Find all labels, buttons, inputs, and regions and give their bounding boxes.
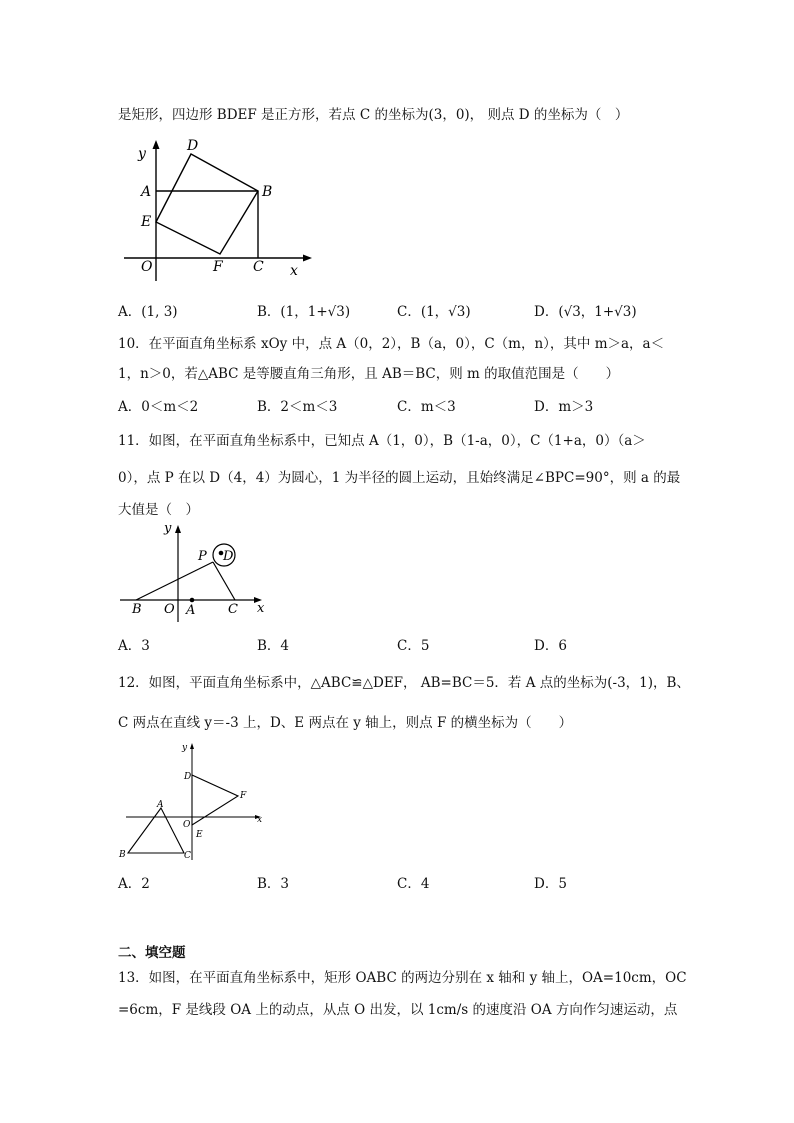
q9-option-b: B．(1，1+√3) [257, 304, 351, 320]
q9-stem: 是矩形，四边形 BDEF 是正方形，若点 C 的坐标为(3，0)， 则点 D 的坐标为（ ） [118, 107, 629, 123]
q9-label-B: B [262, 184, 273, 200]
q12-stem-line2: C 两点在直线 y＝-3 上，D、E 两点在 y 轴上，则点 F 的横坐标为（ ） [118, 715, 573, 731]
q11-label-y: y [164, 521, 172, 536]
q9-label-E: E [141, 214, 152, 230]
q12-label-x: x [257, 815, 263, 825]
q9-option-c: C．(1，√3) [397, 304, 471, 320]
q10-option-c: C．m＜3 [397, 399, 456, 415]
q11-label-D: D [223, 549, 234, 564]
q12-option-a: A．2 [118, 876, 150, 892]
q9-option-d: D．(√3，1+√3) [534, 304, 637, 320]
q10-option-a: A．0＜m＜2 [118, 399, 199, 415]
q11-label-C: C [228, 602, 238, 617]
q12-option-d: D．5 [534, 876, 567, 892]
q13-stem-line2: =6cm，F 是线段 OA 上的动点，从点 O 出发，以 1cm/s 的速度沿 OA 方向作匀速运动，点 [118, 1002, 678, 1018]
q10-option-d: D．m＞3 [534, 399, 594, 415]
q11-label-A: A [186, 603, 196, 618]
q11-label-B: B [132, 602, 142, 617]
q12-label-A: A [157, 800, 164, 810]
q11-stem-line3: 大值是（ ） [118, 502, 199, 518]
q9-label-O: O [141, 259, 153, 275]
q12-stem-line1: 12．如图，平面直角坐标系中，△ABC≌△DEF， AB=BC＝5．若 A 点的坐标为(-3，1)，B、 [118, 675, 690, 691]
q12-triangle-abc [128, 808, 184, 853]
q9-label-x: x [290, 263, 298, 279]
q12-label-C: C [184, 851, 191, 861]
q12-label-B: B [119, 850, 126, 860]
q11-stem-line2: 0），点 P 在以 D（4，4）为圆心，1 为半径的圆上运动，且始终满足∠BPC=90°，则 a 的最 [118, 470, 681, 486]
q11-label-P: P [198, 549, 207, 564]
q12-label-D: D [184, 772, 192, 782]
q13-stem-line1: 13．如图，在平面直角坐标系中，矩形 OABC 的两边分别在 x 轴和 y 轴上，OA=10cm，OC [118, 970, 687, 986]
q11-label-x: x [257, 601, 265, 616]
q9-option-a: A．(1, 3) [118, 304, 178, 320]
q11-option-b: B．4 [257, 638, 290, 654]
q9-label-A: A [141, 184, 152, 200]
q9-label-y: y [138, 146, 146, 162]
section-title: 二、填空题 [118, 945, 186, 961]
q9-label-F: F [213, 259, 223, 275]
q11-label-O: O [164, 602, 175, 617]
q9-square [156, 154, 258, 254]
q12-option-c: C．4 [397, 876, 430, 892]
q12-label-F: F [240, 791, 247, 801]
q11-option-d: D．6 [534, 638, 567, 654]
q9-figure [118, 136, 318, 286]
q10-option-b: B．2＜m＜3 [257, 399, 338, 415]
q9-label-D: D [187, 138, 199, 154]
q12-label-E: E [196, 830, 203, 840]
q11-stem-line1: 11．如图，在平面直角坐标系中，已知点 A（1，0），B（1-a，0），C（1+a，0）（a＞ [118, 433, 646, 449]
q12-label-O: O [183, 820, 191, 830]
q12-option-b: B．3 [257, 876, 290, 892]
q10-stem-line1: 10．在平面直角坐标系 xOy 中，点 A（0，2），B（a，0），C（m，n），其中 m＞a，a＜ [118, 336, 665, 352]
q11-option-a: A．3 [118, 638, 150, 654]
q10-stem-line2: 1，n＞0，若△ABC 是等腰直角三角形，且 AB＝BC，则 m 的取值范围是（ ） [118, 366, 620, 382]
q11-option-c: C．5 [397, 638, 430, 654]
q12-label-y: y [182, 743, 188, 753]
q11-figure [118, 520, 278, 625]
q9-label-C: C [253, 259, 264, 275]
q12-figure [118, 740, 278, 868]
